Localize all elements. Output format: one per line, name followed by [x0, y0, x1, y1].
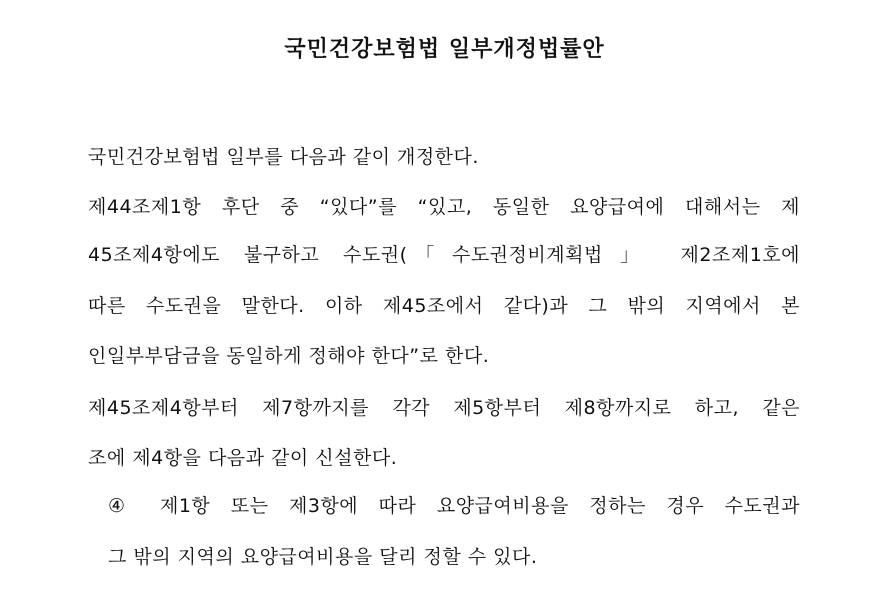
body-line-3: 45조제4항에도 불구하고 수도권(「수도권정비계획법」 제2조제1호에 — [88, 244, 800, 266]
document-title: 국민건강보험법 일부개정법률안 — [284, 37, 605, 62]
body-line-6: 제45조제4항부터 제7항까지를 각각 제5항부터 제8항까지로 하고, 같은 — [88, 397, 800, 419]
body-line-2: 제44조제1항 후단 중 “있다”를 “있고, 동일한 요양급여에 대해서는 제 — [88, 196, 800, 218]
body-line-1: 국민건강보험법 일부를 다음과 같이 개정한다. — [88, 146, 479, 168]
body-line-7: 조에 제4항을 다음과 같이 신설한다. — [88, 447, 398, 469]
body-line-4: 따른 수도권을 말한다. 이하 제45조에서 같다)과 그 밖의 지역에서 본 — [88, 295, 800, 317]
body-line-5: 인일부부담금을 동일하게 정해야 한다”로 한다. — [88, 345, 490, 367]
body-line-8: ④ 제1항 또는 제3항에 따라 요양급여비용을 정하는 경우 수도권과 — [108, 495, 800, 517]
body-line-9: 그 밖의 지역의 요양급여비용을 달리 정할 수 있다. — [108, 546, 538, 568]
